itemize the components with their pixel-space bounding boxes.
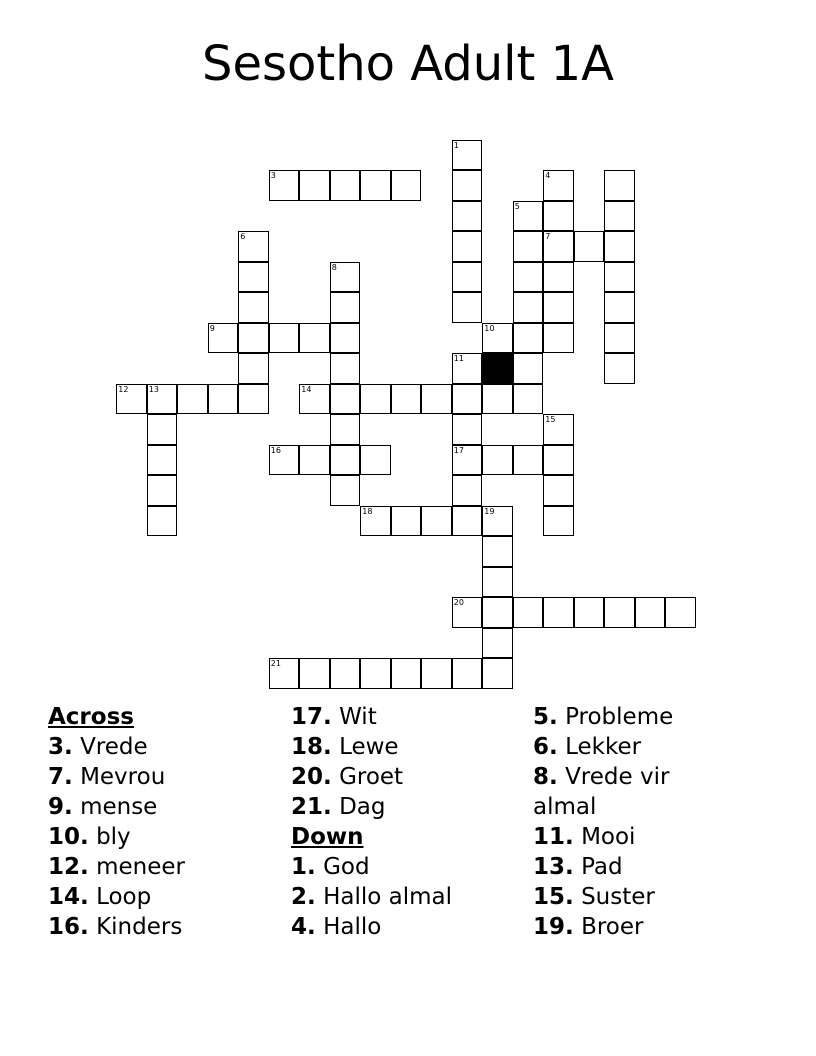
clue-number: 20 [453, 598, 464, 608]
grid-cell[interactable] [147, 475, 178, 506]
grid-cell[interactable] [482, 323, 513, 354]
grid-cell[interactable] [452, 445, 483, 476]
clue-item [291, 852, 531, 882]
clue-number: 17 [453, 445, 464, 455]
page-title: Sesotho Adult 1A [202, 36, 614, 92]
grid-cell[interactable] [360, 170, 391, 201]
grid-cell[interactable] [299, 384, 330, 415]
grid-cell[interactable] [269, 323, 300, 354]
clue-item [48, 852, 288, 882]
grid-cell[interactable] [513, 201, 544, 232]
clue-item-text: Broer [581, 914, 644, 940]
grid-cell[interactable] [543, 323, 574, 354]
grid-cell[interactable] [452, 353, 483, 384]
grid-cell[interactable] [391, 170, 422, 201]
grid-cell[interactable] [513, 231, 544, 262]
clue-item-number: 9. [48, 794, 73, 820]
grid-cell[interactable] [604, 262, 635, 293]
grid-cell[interactable] [238, 353, 269, 384]
grid-cell[interactable] [513, 323, 544, 354]
clue-number: 8 [331, 262, 337, 272]
across-heading: Across [48, 704, 134, 730]
clue-item-number: 12. [48, 854, 89, 880]
grid-cell[interactable] [452, 170, 483, 201]
clue-item-text: Hallo [323, 914, 382, 940]
clue-number: 3 [270, 171, 276, 181]
grid-cell[interactable] [574, 231, 605, 262]
grid-cell[interactable] [513, 353, 544, 384]
clue-item-text: Dag [339, 794, 386, 820]
grid-cell[interactable] [391, 658, 422, 689]
grid-cell[interactable] [452, 475, 483, 506]
clue-item-number: 10. [48, 824, 89, 850]
clue-item-number: 17. [291, 704, 332, 730]
grid-cell[interactable] [482, 506, 513, 537]
grid-cell[interactable] [147, 384, 178, 415]
clue-item [533, 702, 703, 732]
grid-cell[interactable] [391, 506, 422, 537]
clue-item [291, 732, 531, 762]
grid-cell[interactable] [330, 475, 361, 506]
grid-cell[interactable] [452, 384, 483, 415]
clue-item [48, 882, 288, 912]
grid-cell[interactable] [330, 262, 361, 293]
grid-cell[interactable] [330, 384, 361, 415]
grid-cell[interactable] [330, 658, 361, 689]
grid-cell[interactable] [452, 414, 483, 445]
grid-cell[interactable] [482, 536, 513, 567]
grid-cell[interactable] [208, 384, 239, 415]
clue-item [291, 762, 531, 792]
clue-item [291, 702, 531, 732]
grid-cell[interactable] [452, 597, 483, 628]
grid-cell[interactable] [513, 292, 544, 323]
clue-item-number: 19. [533, 914, 574, 940]
grid-cell[interactable] [543, 506, 574, 537]
grid-cell[interactable] [177, 384, 208, 415]
across-clue-list [48, 732, 288, 942]
clue-number: 9 [209, 323, 215, 333]
grid-cell[interactable] [299, 323, 330, 354]
clue-number: 4 [545, 171, 551, 181]
clue-item-number: 20. [291, 764, 332, 790]
clue-item [533, 912, 703, 942]
clue-item [48, 762, 288, 792]
grid-cell[interactable] [543, 201, 574, 232]
clue-item-text: Mevrou [80, 764, 166, 790]
grid-cell[interactable] [330, 292, 361, 323]
clue-number: 19 [484, 506, 495, 516]
grid-cell[interactable] [299, 658, 330, 689]
clue-number: 12 [118, 384, 129, 394]
clue-number: 1 [453, 140, 459, 150]
grid-cell[interactable] [543, 597, 574, 628]
clue-number: 15 [545, 415, 556, 425]
grid-cell[interactable] [421, 658, 452, 689]
grid-cell[interactable] [330, 414, 361, 445]
grid-cell[interactable] [391, 384, 422, 415]
clue-item-number: 8. [533, 764, 558, 790]
clue-number: 14 [301, 384, 312, 394]
grid-cell[interactable] [360, 506, 391, 537]
grid-cell[interactable] [452, 292, 483, 323]
clue-column-3 [533, 702, 703, 942]
grid-cell[interactable] [482, 384, 513, 415]
clue-item-number: 6. [533, 734, 558, 760]
clue-item-number: 4. [291, 914, 316, 940]
grid-cell[interactable] [360, 384, 391, 415]
grid-cell[interactable] [513, 445, 544, 476]
grid-cell[interactable] [604, 170, 635, 201]
clue-item [48, 792, 288, 822]
clue-item [533, 762, 703, 822]
grid-cell[interactable] [604, 292, 635, 323]
clue-item-text: Wit [339, 704, 377, 730]
grid-cell[interactable] [238, 292, 269, 323]
clue-item [48, 822, 288, 852]
clue-item [48, 732, 288, 762]
clue-item [533, 852, 703, 882]
clue-number: 5 [514, 201, 520, 211]
grid-cell[interactable] [482, 567, 513, 598]
clue-item [48, 912, 288, 942]
grid-cell[interactable] [269, 658, 300, 689]
grid-cell[interactable] [543, 445, 574, 476]
grid-cell[interactable] [604, 201, 635, 232]
grid-cell[interactable] [147, 414, 178, 445]
clue-item [291, 912, 531, 942]
grid-cell[interactable] [635, 597, 666, 628]
clue-item-number: 11. [533, 824, 574, 850]
clue-number: 21 [270, 659, 281, 669]
black-cell [482, 353, 513, 384]
clue-item-text: Vrede [80, 734, 148, 760]
clue-item [533, 882, 703, 912]
clue-item [291, 792, 531, 822]
clue-item-number: 15. [533, 884, 574, 910]
clue-item-text: Probleme [565, 704, 674, 730]
grid-cell[interactable] [238, 384, 269, 415]
grid-cell[interactable] [604, 231, 635, 262]
grid-cell[interactable] [452, 231, 483, 262]
clue-item-number: 16. [48, 914, 89, 940]
clue-item-text: Loop [96, 884, 152, 910]
grid-cell[interactable] [330, 353, 361, 384]
clue-item-text: bly [96, 824, 131, 850]
grid-cell[interactable] [269, 170, 300, 201]
clue-item-text: Pad [581, 854, 623, 880]
clue-item-number: 5. [533, 704, 558, 730]
grid-cell[interactable] [452, 506, 483, 537]
clue-item-text: Lekker [565, 734, 642, 760]
grid-cell[interactable] [482, 445, 513, 476]
grid-cell[interactable] [513, 384, 544, 415]
grid-cell[interactable] [330, 323, 361, 354]
clue-number: 16 [270, 445, 281, 455]
clue-number: 11 [453, 354, 464, 364]
grid-cell[interactable] [482, 658, 513, 689]
clue-item [533, 822, 703, 852]
grid-cell[interactable] [574, 597, 605, 628]
grid-cell[interactable] [665, 597, 696, 628]
grid-cell[interactable] [604, 323, 635, 354]
clue-number: 10 [484, 323, 495, 333]
clue-item-number: 21. [291, 794, 332, 820]
clue-item-text: mense [80, 794, 158, 820]
grid-cell[interactable] [208, 323, 239, 354]
clue-item-text: Lewe [339, 734, 399, 760]
down-heading: Down [291, 824, 364, 850]
grid-cell[interactable] [269, 445, 300, 476]
grid-cell[interactable] [116, 384, 147, 415]
grid-cell[interactable] [482, 628, 513, 659]
grid-cell[interactable] [543, 262, 574, 293]
clue-item-number: 1. [291, 854, 316, 880]
down-clue-list-continued [533, 702, 703, 942]
clue-item-text: meneer [96, 854, 185, 880]
clue-number: 6 [240, 232, 246, 242]
clue-item-text: Hallo almal [323, 884, 452, 910]
grid-cell[interactable] [543, 292, 574, 323]
clue-number: 13 [148, 384, 159, 394]
grid-cell[interactable] [543, 414, 574, 445]
clue-number: 18 [362, 506, 373, 516]
clue-item-text: Groet [339, 764, 404, 790]
grid-cell[interactable] [238, 262, 269, 293]
grid-cell[interactable] [330, 445, 361, 476]
clue-item [291, 882, 531, 912]
grid-cell[interactable] [452, 201, 483, 232]
clue-item-text: Mooi [581, 824, 636, 850]
grid-cell[interactable] [238, 231, 269, 262]
clue-item-number: 13. [533, 854, 574, 880]
grid-cell[interactable] [238, 323, 269, 354]
grid-cell[interactable] [513, 262, 544, 293]
clue-item-number: 7. [48, 764, 73, 790]
clue-item-text: Kinders [96, 914, 183, 940]
grid-cell[interactable] [421, 506, 452, 537]
grid-cell[interactable] [421, 384, 452, 415]
clue-item-text: Suster [581, 884, 655, 910]
grid-cell[interactable] [330, 170, 361, 201]
clue-item [533, 732, 703, 762]
grid-cell[interactable] [299, 445, 330, 476]
grid-cell[interactable] [452, 140, 483, 171]
grid-cell[interactable] [360, 658, 391, 689]
grid-cell[interactable] [543, 231, 574, 262]
clue-item-number: 3. [48, 734, 73, 760]
clue-number: 7 [545, 232, 551, 242]
clue-item-number: 2. [291, 884, 316, 910]
grid-cell[interactable] [543, 170, 574, 201]
grid-cell[interactable] [513, 597, 544, 628]
grid-cell[interactable] [147, 445, 178, 476]
clue-item-text: Vrede vir almal [533, 764, 670, 820]
grid-cell[interactable] [482, 597, 513, 628]
grid-cell[interactable] [299, 170, 330, 201]
clue-column-2 [291, 702, 531, 942]
down-clue-list [291, 852, 531, 942]
grid-cell[interactable] [452, 262, 483, 293]
clue-item-text: God [323, 854, 370, 880]
clue-column-1 [48, 702, 288, 942]
grid-cell[interactable] [604, 353, 635, 384]
grid-cell[interactable] [147, 506, 178, 537]
grid-cell[interactable] [452, 658, 483, 689]
grid-cell[interactable] [360, 445, 391, 476]
clue-item-number: 14. [48, 884, 89, 910]
clue-item-number: 18. [291, 734, 332, 760]
across-clue-list-continued [291, 702, 531, 822]
grid-cell[interactable] [543, 475, 574, 506]
grid-cell[interactable] [604, 597, 635, 628]
